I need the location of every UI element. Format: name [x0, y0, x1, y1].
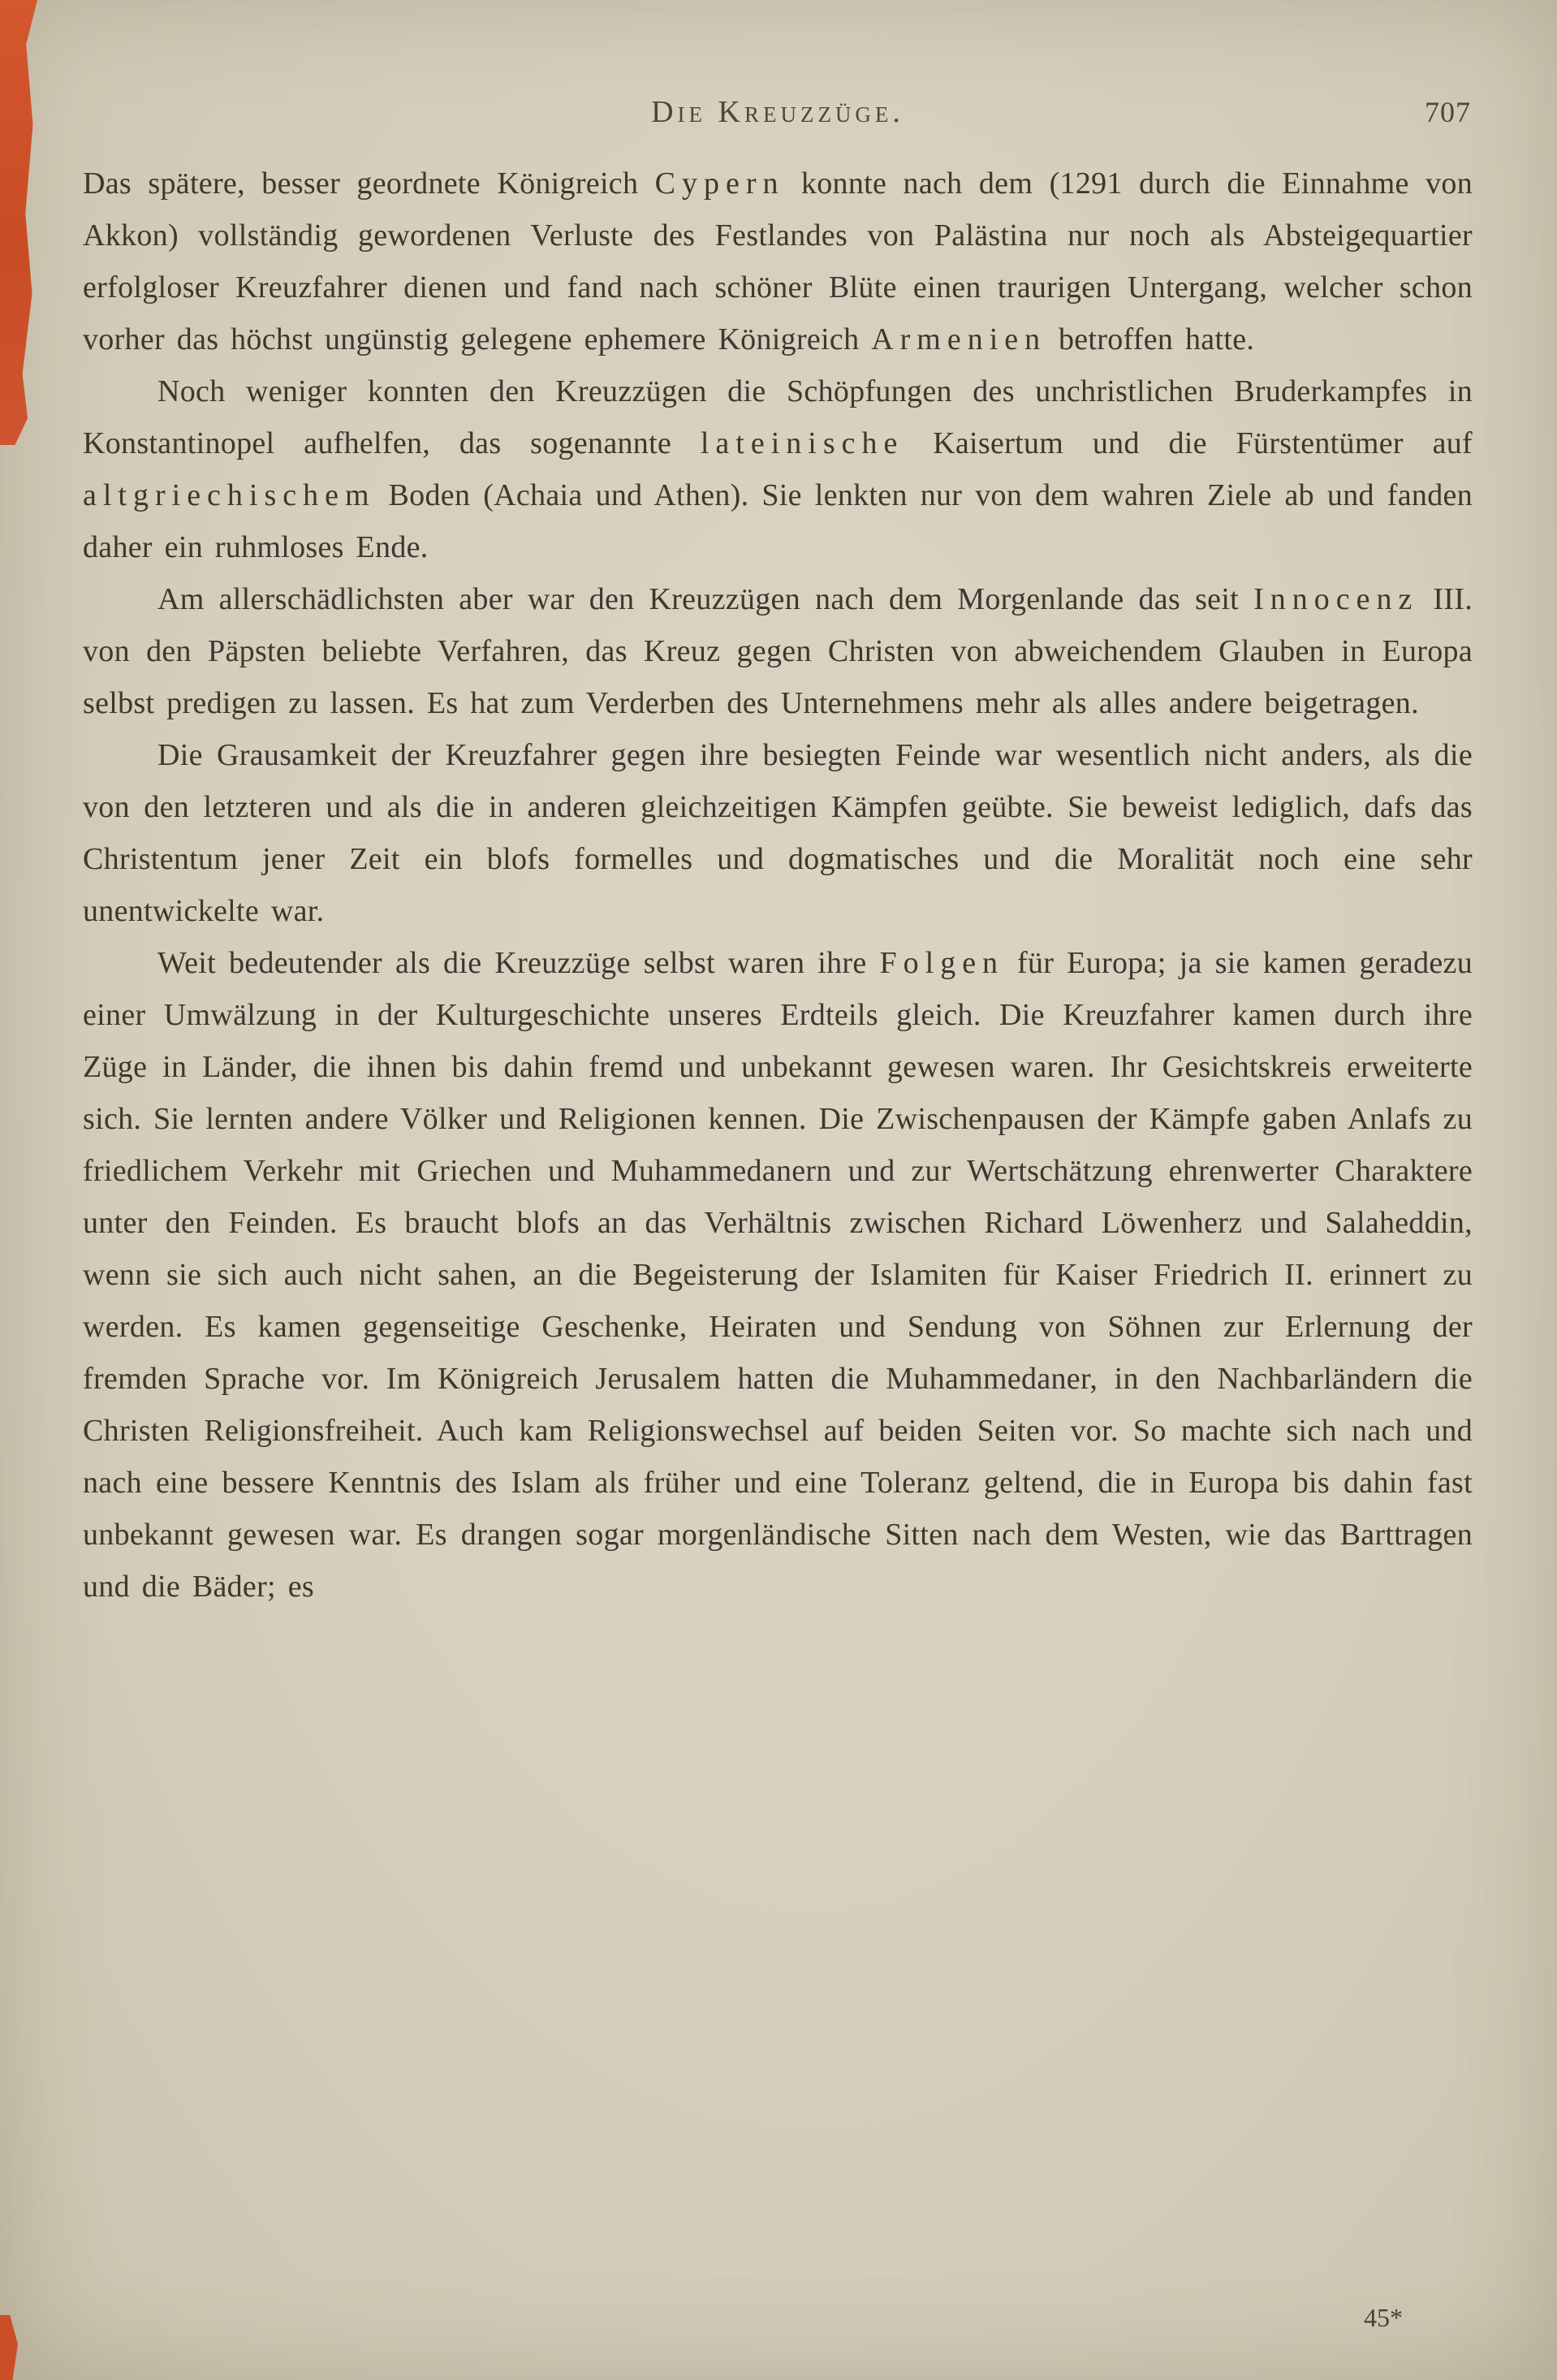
paragraph — [83, 573, 1473, 729]
page-header — [83, 94, 1473, 158]
text-segment: konnte nach dem (1291 durch die Einnahme von Akkon) vollständig gewordenen Verluste des Festlandes von Palästina nur noch als Absteigequartier erfolgloser Kreuzfahrer dienen und fand nach schöner Blüte einen traurigen Untergang, welcher schon vorher das höchst ungünstig gelegene ephemere Königreich — [83, 166, 1473, 356]
emphasized-word: Folgen — [879, 946, 1005, 980]
paragraph — [83, 937, 1473, 1613]
signature-mark: 45* — [1364, 2303, 1403, 2332]
running-title: Die Kreuzzüge. — [651, 95, 904, 129]
emphasized-word: Armenien — [871, 322, 1047, 356]
book-binding-edge-bottom — [0, 2315, 18, 2380]
page-number: 707 — [1425, 96, 1471, 128]
paragraph — [83, 365, 1473, 573]
text-segment: Am allerschädlichsten aber war den Kreuzzügen nach dem Morgenlande das seit — [157, 582, 1254, 616]
emphasized-word: altgriechischem — [83, 478, 376, 512]
text-segment: Die Grausamkeit der Kreuzfahrer gegen ihre besiegten Feinde war wesentlich nicht anders, als die von den letzteren und als die in anderen gleichzeitigen Kämpfen geübte. Sie beweist lediglich, dafs das Christentum jener Zeit ein blofs formelles und dogmatisches und die Moralität noch eine sehr unentwickelte war. — [83, 738, 1473, 928]
paragraph — [83, 158, 1473, 365]
emphasized-word: Cypern — [654, 166, 785, 201]
text-segment: Noch weniger konnten den Kreuzzügen die Schöpfungen des unchristlichen Bruderkampfes in Konstantinopel aufhelfen, das sogenannte — [83, 374, 1473, 460]
text-segment: Boden (Achaia und Athen). Sie lenkten nur von dem wahren Ziele ab und fanden daher ein ruhmloses Ende. — [83, 478, 1473, 564]
page-content — [83, 94, 1473, 1613]
text-segment: Das spätere, besser geordnete Königreich — [83, 166, 655, 201]
text-segment: für Europa; ja sie kamen geradezu einer Umwälzung in der Kulturgeschichte unseres Erdteils gleich. Die Kreuzfahrer kamen durch ihre Züge in Länder, die ihnen bis dahin fremd und unbekannt gewesen waren. Ihr Gesichtskreis erweiterte sich. Sie lernten andere Völker und Religionen kennen. Die Zwischenpausen der Kämpfe gaben Anlafs zu friedlichem Verkehr mit Griechen und Muhammedanern und zur Wertschätzung ehrenwerter Charaktere unter den Feinden. Es braucht blofs an das Verhältnis zwischen Richard Löwenherz und Salaheddin, wenn sie sich auch nicht sahen, an die Begeisterung der Islamiten für Kaiser Friedrich II. erinnert zu werden. Es kamen gegenseitige Geschenke, Heiraten und Sendung von Söhnen zur Erlernung der fremden Sprache vor. Im Königreich Jerusalem hatten die Muhammedaner, in den Nachbarländern die Christen Religionsfreiheit. Auch kam Religionswechsel auf beiden Seiten vor. So machte sich nach und nach eine bessere Kenntnis des Islam als früher und eine Toleranz geltend, die in Europa bis dahin fast unbekannt gewesen war. Es drangen sogar morgenländische Sitten nach dem Westen, wie das Barttragen und die Bäder; es — [83, 946, 1473, 1604]
text-segment: Kaisertum und die Fürstentümer auf — [904, 426, 1473, 460]
body-text — [83, 158, 1473, 1613]
emphasized-word: Innocenz — [1253, 582, 1419, 616]
paragraph — [83, 729, 1473, 937]
book-binding-edge-top — [0, 0, 37, 445]
text-segment: III. von den Päpsten beliebte Verfahren, das Kreuz gegen Christen von abweichendem Glauben in Europa selbst predigen zu lassen. Es hat zum Verderben des Unternehmens mehr als alles andere beigetragen. — [83, 582, 1473, 720]
text-segment: Weit bedeutender als die Kreuzzüge selbst waren ihre — [157, 946, 880, 980]
text-segment: betroffen hatte. — [1046, 322, 1255, 356]
emphasized-word: lateinische — [700, 426, 904, 460]
